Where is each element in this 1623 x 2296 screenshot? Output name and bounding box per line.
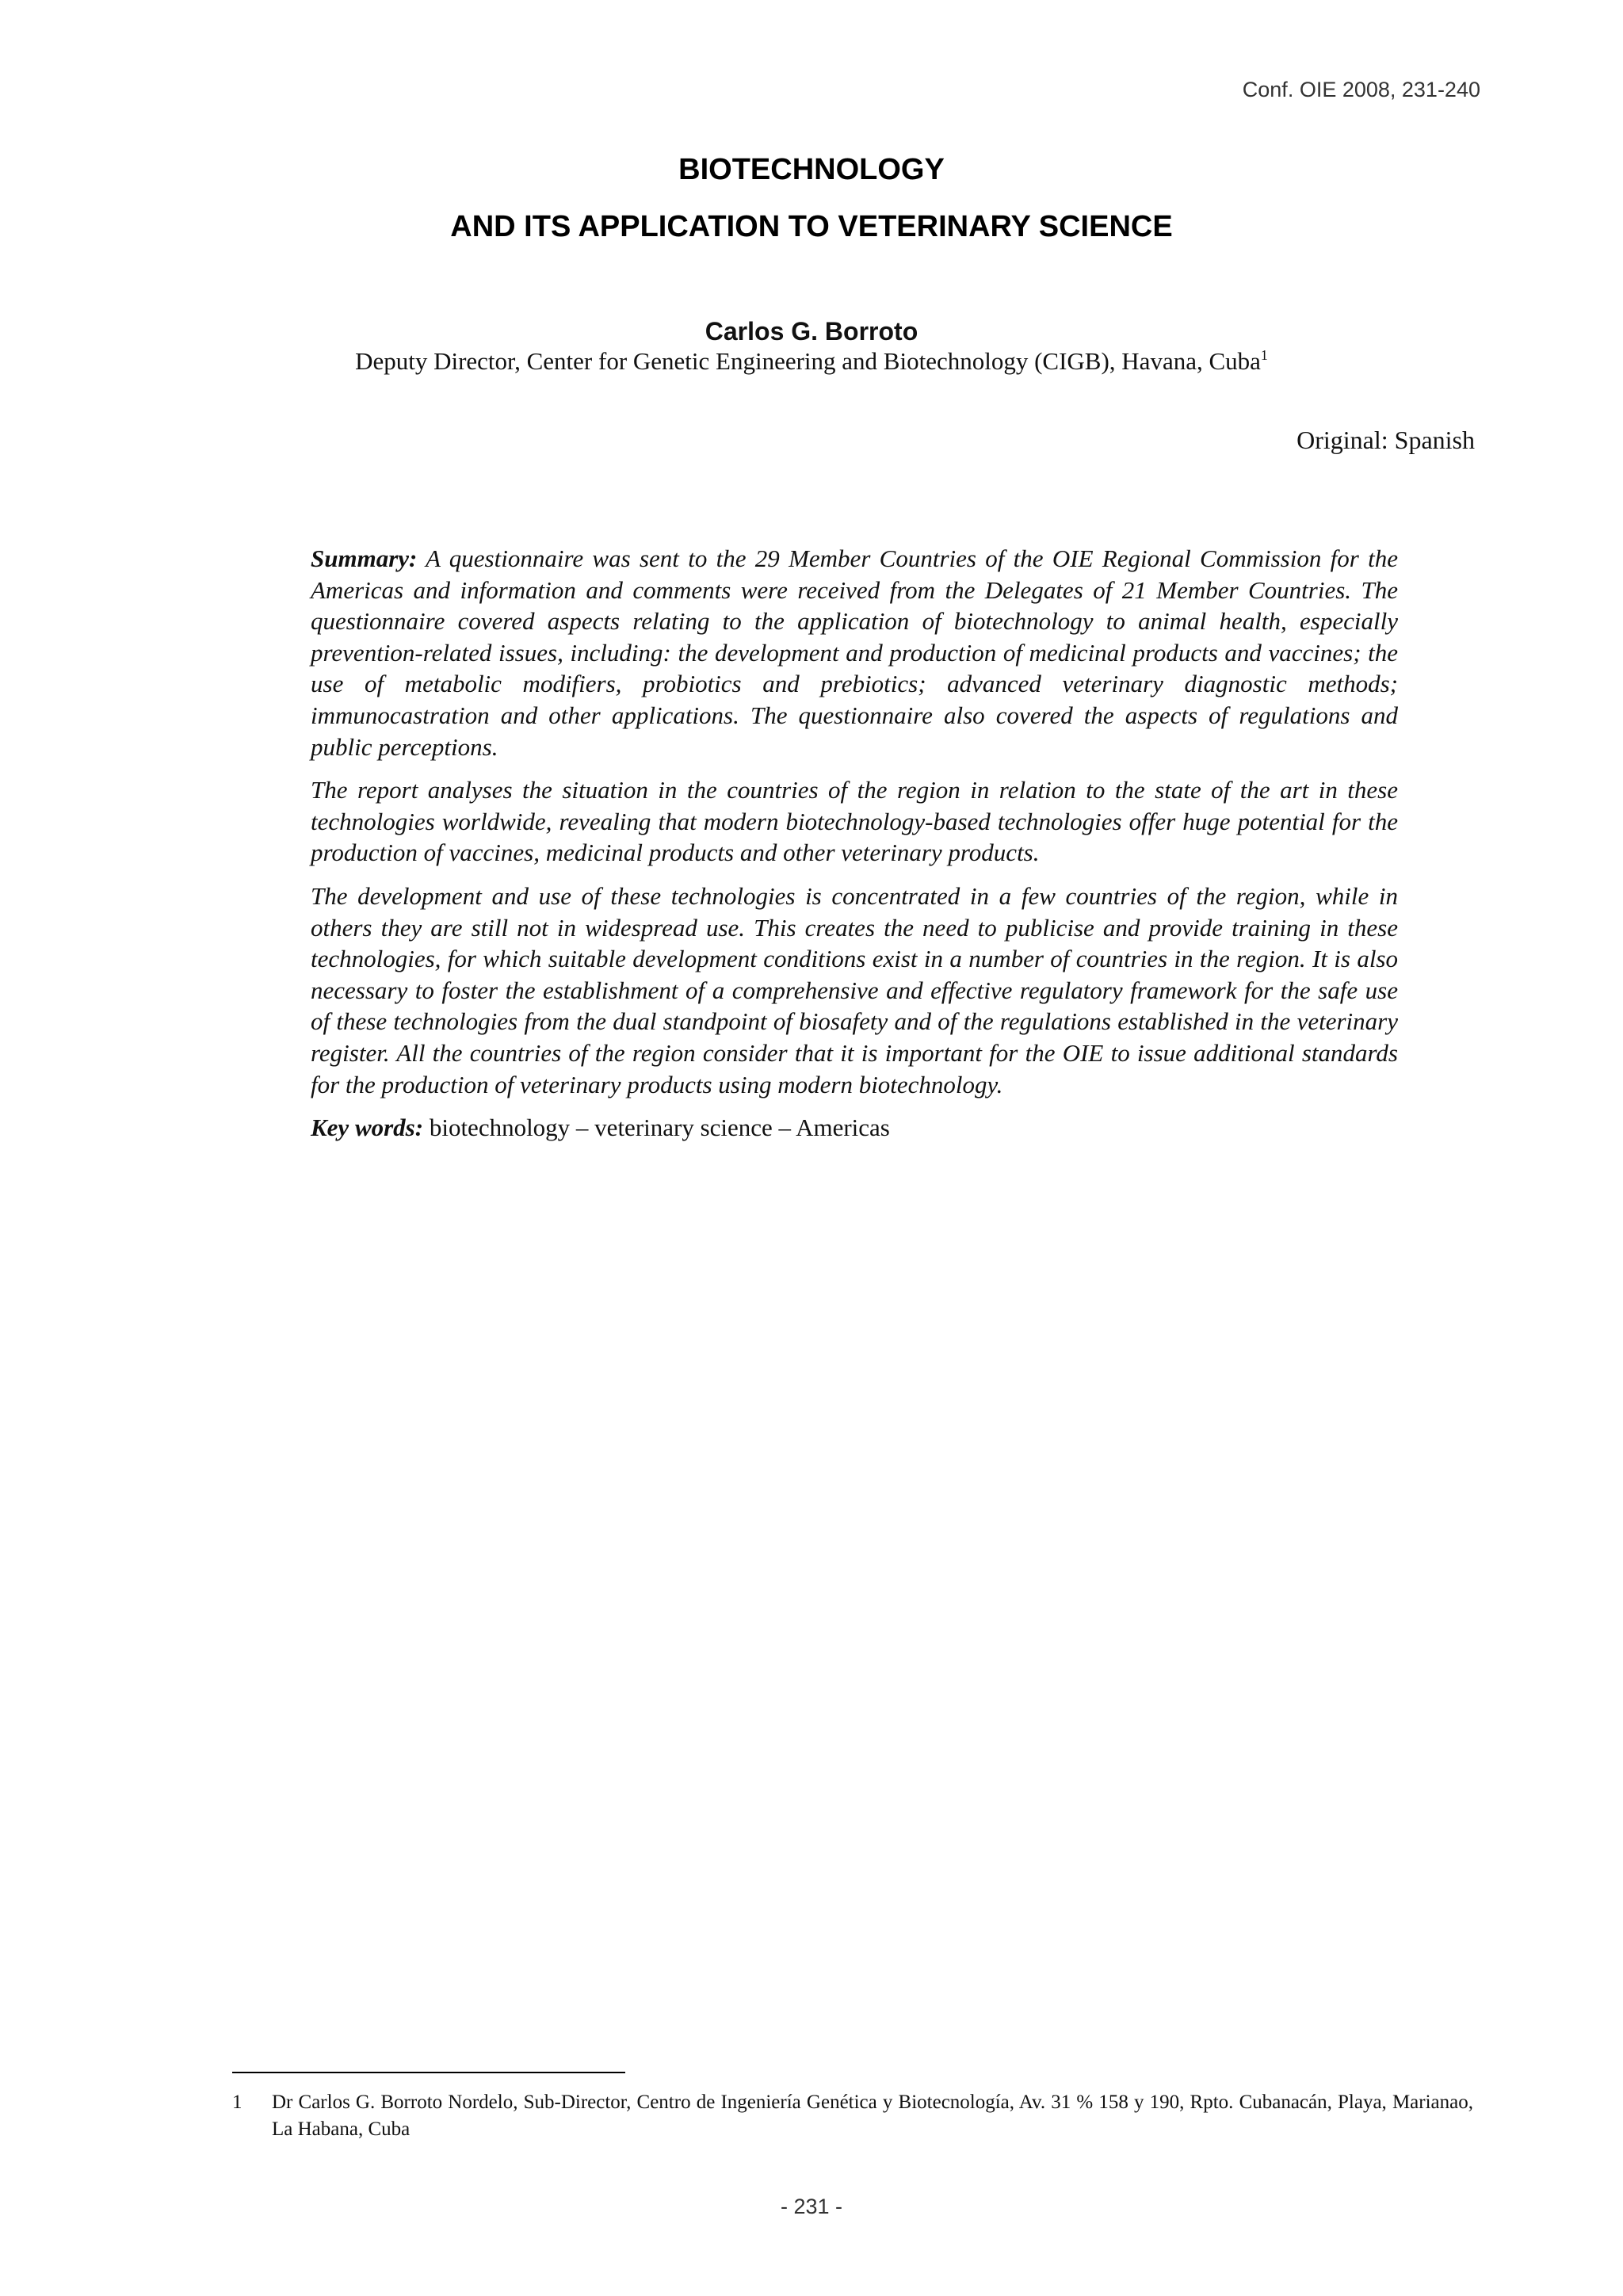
footnote-marker: 1 [1260,347,1268,363]
title-line-1: BIOTECHNOLOGY [678,153,945,186]
summary-label: Summary: [311,544,418,572]
abstract [311,543,1398,1156]
footnote-number: 1 [232,2092,242,2113]
summary-text: A questionnaire was sent to the 29 Member Countries of the OIE Regional Commission for the Americas and information and comments were received from the Delegates of 21 Member Countries. The questionnaire covered aspects relating to the application of biotechnology to animal health, especially prevention-related issues, including: the development and production of medicinal products and vaccines; the use of metabolic modifiers, probiotics and prebiotics; advanced veterinary diagnostic methods; immunocastration and other applications. The questionnaire also covered the aspects of regulations and public perceptions. [311,544,1398,761]
keywords [311,1112,1398,1144]
title-line-2: AND ITS APPLICATION TO VETERINARY SCIENCE [450,210,1173,243]
abstract-paragraph-3: The development and use of these technologies is concentrated in a few countries of the region, while in others they are still not in widespread use. This creates the need to publicise and provide training in these technologies, for which suitable development conditions exist in a number of countries in the region. It is also necessary to foster the establishment of a comprehensive and effective regulatory framework for the safe use of these technologies from the dual standpoint of biosafety and of the regulations established in the veterinary register. All the countries of the region consider that it is important for the OIE to issue additional standards for the production of veterinary products using modern biotechnology. [311,881,1398,1098]
footnote-text: Dr Carlos G. Borroto Nordelo, Sub-Director, Centro de Ingeniería Genética y Biotecnología, Av. 31 % 158 y 190, Rpto. Cubanacán, Playa, Marianao, La Habana, Cuba [272,2092,1473,2140]
running-head: Conf. OIE 2008, 231-240 [1242,78,1480,101]
footnote [232,2089,1473,2143]
original-language-note: Original: Spanish [1296,426,1475,454]
summary-paragraph [311,543,1398,762]
page-number: - 231 - [780,2195,843,2218]
author-affiliation [0,347,1623,376]
footnote-separator [232,2072,625,2073]
affiliation-text: Deputy Director, Center for Genetic Engineering and Biotechnology (CIGB), Havana, Cuba [355,347,1261,375]
keywords-label: Key words: [311,1114,424,1142]
abstract-paragraph-2: The report analyses the situation in the countries of the region in relation to the state of the art in these technologies worldwide, revealing that modern biotechnology-based technologies offer huge potential for the production of vaccines, medicinal products and other veterinary products. [311,776,1398,867]
keywords-text: biotechnology – veterinary science – Americas [429,1114,890,1142]
author-name: Carlos G. Borroto [705,317,918,346]
